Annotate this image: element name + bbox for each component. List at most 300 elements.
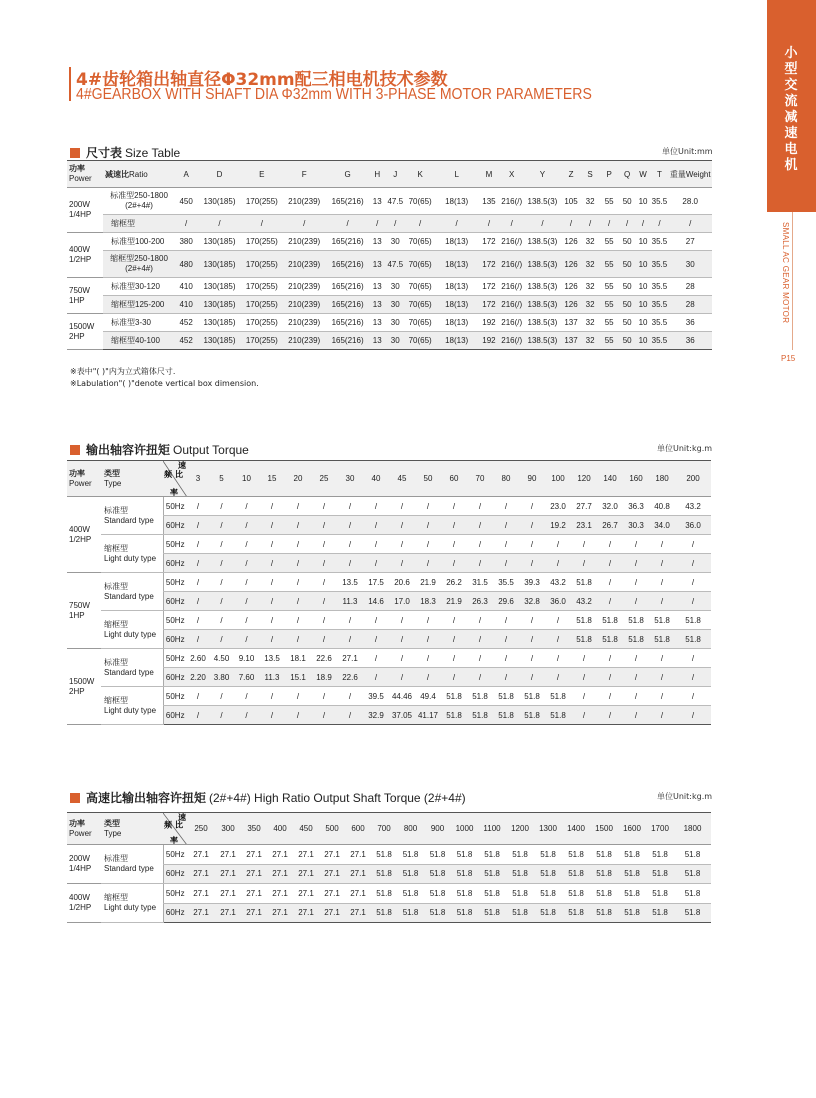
torque-value-cell: / [285, 611, 311, 630]
high-frequency-cell: 50Hz [163, 845, 187, 865]
torque-value-cell: 18.9 [311, 668, 337, 687]
side-category-cn: 小 型 交 流 减 速 电 机 [784, 46, 798, 173]
high-col-header: 1700 [646, 813, 674, 845]
high-type-header [101, 813, 163, 845]
torque-value-cell: 21.9 [415, 573, 441, 592]
torque-speed-frequency-header [163, 461, 187, 497]
size-ratio-header: 减速比Ratio [103, 161, 175, 188]
torque-value-cell: 51.8 [467, 687, 493, 706]
torque-type-cell [101, 535, 163, 573]
size-value-cell: 165(216) [326, 251, 368, 278]
torque-value-cell: 51.8 [571, 573, 597, 592]
size-value-cell: 165(216) [326, 278, 368, 296]
torque-value-cell: / [519, 535, 545, 554]
high-col-header: 900 [424, 813, 451, 845]
high-value-cell: 51.8 [534, 903, 562, 923]
torque-value-cell: / [209, 592, 234, 611]
size-value-cell: 28 [668, 296, 712, 314]
torque-value-cell: / [623, 535, 649, 554]
page-title-cn: 4#齿轮箱出轴直径Φ32mm配三相电机技术参数 [76, 70, 448, 90]
torque-value-cell: 36.0 [675, 516, 711, 535]
side-divider [792, 212, 793, 350]
torque-frequency-cell: 50Hz [163, 497, 187, 516]
size-value-cell: 13 [369, 332, 386, 350]
torque-value-cell: / [187, 573, 209, 592]
torque-value-cell: 22.6 [311, 649, 337, 668]
size-row [67, 314, 712, 332]
size-note-en: ※Labulation"( )"denote vertical box dimension. [70, 379, 259, 388]
torque-value-cell: / [441, 535, 467, 554]
size-ratio-cell: 缩框型125-200 [103, 296, 175, 314]
high-value-cell: 51.8 [646, 884, 674, 904]
size-value-cell: 35.5 [650, 278, 668, 296]
torque-value-cell: / [234, 516, 259, 535]
size-ratio-cell: 标准型30-120 [103, 278, 175, 296]
size-value-cell: 30 [386, 296, 405, 314]
size-value-cell: 130(185) [197, 314, 241, 332]
torque-value-cell: / [285, 497, 311, 516]
size-value-cell: 216(/) [500, 233, 523, 251]
size-value-cell: 135 [478, 188, 500, 215]
size-value-cell: 70(65) [405, 332, 436, 350]
torque-value-cell: / [441, 516, 467, 535]
torque-value-cell: / [285, 687, 311, 706]
type-en: Standard type [104, 591, 154, 601]
torque-value-cell: / [389, 649, 415, 668]
torque-value-cell: / [363, 668, 389, 687]
size-value-cell: 138.5(3) [523, 332, 561, 350]
type-en: Light duty type [104, 903, 157, 912]
size-value-cell: 70(65) [405, 296, 436, 314]
torque-row [67, 535, 711, 554]
torque-value-cell: / [545, 535, 571, 554]
power-cn: 功率 [69, 818, 85, 828]
torque-value-cell: 27.7 [571, 497, 597, 516]
torque-col-header: 140 [597, 461, 623, 497]
size-ratio-cell: 标准型3-30 [103, 314, 175, 332]
torque-value-cell: 13.5 [259, 649, 285, 668]
torque-value-cell: / [545, 630, 571, 649]
torque-value-cell: / [259, 592, 285, 611]
torque-value-cell: / [311, 554, 337, 573]
torque-value-cell: 51.8 [649, 611, 675, 630]
torque-value-cell: / [415, 668, 441, 687]
size-value-cell: 35.5 [650, 332, 668, 350]
high-value-cell: 51.8 [590, 903, 618, 923]
torque-row [67, 630, 711, 649]
size-value-cell: 18(13) [435, 233, 477, 251]
high-value-cell: 27.1 [187, 884, 215, 904]
torque-value-cell: 32.8 [519, 592, 545, 611]
size-value-cell: 210(239) [282, 188, 326, 215]
high-ratio-torque-table [67, 812, 711, 923]
type-en: Standard type [104, 864, 154, 873]
size-value-cell: 410 [175, 278, 197, 296]
size-value-cell: 170(255) [242, 314, 282, 332]
high-power-header [67, 813, 101, 845]
torque-value-cell: / [389, 497, 415, 516]
torque-frequency-cell: 60Hz [163, 706, 187, 725]
torque-col-header: 10 [234, 461, 259, 497]
torque-value-cell: 17.0 [389, 592, 415, 611]
torque-value-cell: / [441, 497, 467, 516]
high-value-cell: 51.8 [397, 884, 424, 904]
size-value-cell: 36 [668, 332, 712, 350]
torque-value-cell: 19.2 [545, 516, 571, 535]
size-value-cell: 32 [581, 233, 600, 251]
section-square-icon [70, 148, 80, 158]
torque-value-cell: / [389, 611, 415, 630]
high-value-cell: 51.8 [478, 884, 506, 904]
size-value-cell: 216(/) [500, 251, 523, 278]
torque-frequency-cell: 50Hz [163, 649, 187, 668]
size-value-cell: 216(/) [500, 296, 523, 314]
size-value-cell: 13 [369, 296, 386, 314]
torque-frequency-cell: 60Hz [163, 668, 187, 687]
torque-row [67, 516, 711, 535]
high-value-cell: 51.8 [646, 903, 674, 923]
torque-value-cell: / [493, 630, 519, 649]
high-row [67, 864, 711, 884]
torque-value-cell: / [234, 687, 259, 706]
size-value-cell: 50 [619, 314, 636, 332]
size-value-cell: 50 [619, 251, 636, 278]
size-value-cell: 170(255) [242, 278, 282, 296]
torque-value-cell: 44.46 [389, 687, 415, 706]
size-row [67, 188, 712, 215]
torque-value-cell: / [493, 668, 519, 687]
size-value-cell: 130(185) [197, 251, 241, 278]
size-value-cell: 35.5 [650, 233, 668, 251]
size-power-cell: 400W 1/2HP [67, 233, 103, 278]
torque-value-cell: / [415, 497, 441, 516]
size-row [67, 296, 712, 314]
high-speed-frequency-header [163, 813, 187, 845]
high-col-header: 250 [187, 813, 215, 845]
torque-value-cell: / [675, 668, 711, 687]
size-row [67, 251, 712, 278]
torque-header-row [67, 461, 711, 497]
torque-value-cell: / [441, 668, 467, 687]
size-value-cell: 70(65) [405, 251, 436, 278]
torque-value-cell: / [675, 687, 711, 706]
high-ratio-heading: 高速比输出轴容许扭矩 (2#+4#) High Ratio Output Shaft Torque (2#+4#) [70, 787, 466, 803]
high-ratio-unit-label: 单位Unit:kg.m [657, 792, 713, 801]
size-value-cell: / [636, 215, 651, 233]
size-value-cell: 138.5(3) [523, 188, 561, 215]
page-title-en: 4#GEARBOX WITH SHAFT DIA Φ32mm WITH 3-PHASE MOTOR PARAMETERS [76, 86, 592, 103]
high-type-cell [101, 845, 163, 884]
torque-col-header: 50 [415, 461, 441, 497]
type-cn: 类型 [104, 468, 120, 478]
high-value-cell: 27.1 [215, 845, 241, 865]
torque-value-cell: / [493, 649, 519, 668]
torque-value-cell: / [545, 554, 571, 573]
torque-value-cell: / [209, 573, 234, 592]
torque-value-cell: 18.1 [285, 649, 311, 668]
size-value-cell: 55 [600, 251, 619, 278]
torque-value-cell: 51.8 [545, 687, 571, 706]
size-value-cell: 410 [175, 296, 197, 314]
high-col-header: 300 [215, 813, 241, 845]
torque-value-cell: / [337, 706, 363, 725]
torque-col-header: 45 [389, 461, 415, 497]
size-value-cell: 50 [619, 296, 636, 314]
size-value-cell: 137 [562, 332, 581, 350]
torque-value-cell: / [389, 668, 415, 687]
diagonal-label-ratio: 比 [175, 820, 183, 830]
size-ratio-cell: 标准型100-200 [103, 233, 175, 251]
type-en: Light duty type [104, 705, 157, 715]
torque-value-cell: / [234, 554, 259, 573]
size-value-cell: 138.5(3) [523, 251, 561, 278]
type-en: Type [104, 478, 122, 488]
size-power-cell: 1500W 2HP [67, 314, 103, 350]
torque-frequency-cell: 60Hz [163, 630, 187, 649]
size-value-cell: 30 [668, 251, 712, 278]
high-frequency-cell: 60Hz [163, 903, 187, 923]
torque-value-cell: 51.8 [597, 611, 623, 630]
torque-value-cell: 35.5 [493, 573, 519, 592]
size-value-cell: 13 [369, 233, 386, 251]
torque-value-cell: 43.2 [545, 573, 571, 592]
high-value-cell: 27.1 [293, 884, 319, 904]
diagonal-label-ratio: 比 [175, 470, 183, 480]
high-value-cell: 51.8 [451, 903, 478, 923]
torque-col-header: 30 [337, 461, 363, 497]
high-row [67, 884, 711, 904]
high-col-header: 450 [293, 813, 319, 845]
torque-value-cell: / [415, 535, 441, 554]
size-value-cell: 165(216) [326, 233, 368, 251]
size-value-cell: / [242, 215, 282, 233]
torque-value-cell: / [209, 687, 234, 706]
torque-row [67, 592, 711, 611]
torque-value-cell: / [209, 535, 234, 554]
high-value-cell: 27.1 [345, 845, 371, 865]
type-cn: 标准型 [104, 657, 128, 667]
high-value-cell: 51.8 [562, 845, 590, 865]
high-col-header: 800 [397, 813, 424, 845]
torque-frequency-cell: 50Hz [163, 535, 187, 554]
size-value-cell: 32 [581, 314, 600, 332]
size-value-cell: 172 [478, 233, 500, 251]
size-value-cell: 216(/) [500, 314, 523, 332]
torque-type-cell [101, 573, 163, 611]
type-en: Light duty type [104, 629, 157, 639]
torque-row [67, 497, 711, 516]
high-value-cell: 51.8 [590, 845, 618, 865]
size-value-cell: 70(65) [405, 233, 436, 251]
size-ratio-cell: 标准型250-1800 (2#+4#) [103, 188, 175, 215]
torque-value-cell: / [675, 535, 711, 554]
torque-value-cell: / [187, 592, 209, 611]
size-value-cell: / [562, 215, 581, 233]
torque-value-cell: 20.6 [389, 573, 415, 592]
type-en: Type [104, 828, 122, 838]
torque-value-cell: / [209, 516, 234, 535]
torque-value-cell: / [311, 535, 337, 554]
torque-value-cell: 43.2 [571, 592, 597, 611]
size-value-cell: 138.5(3) [523, 296, 561, 314]
size-value-cell: 170(255) [242, 332, 282, 350]
size-value-cell: 47.5 [386, 251, 405, 278]
torque-value-cell: / [337, 687, 363, 706]
torque-value-cell: / [187, 516, 209, 535]
torque-value-cell: / [259, 687, 285, 706]
torque-value-cell: / [187, 554, 209, 573]
torque-value-cell: / [389, 516, 415, 535]
high-value-cell: 51.8 [451, 845, 478, 865]
torque-value-cell: / [571, 649, 597, 668]
torque-value-cell: / [649, 649, 675, 668]
torque-value-cell: 37.05 [389, 706, 415, 725]
torque-value-cell: 51.8 [675, 611, 711, 630]
torque-value-cell: / [571, 706, 597, 725]
high-col-header: 600 [345, 813, 371, 845]
size-value-cell: 165(216) [326, 296, 368, 314]
high-value-cell: 51.8 [646, 845, 674, 865]
torque-value-cell: / [597, 668, 623, 687]
torque-value-cell: / [259, 516, 285, 535]
high-value-cell: 51.8 [397, 903, 424, 923]
torque-value-cell: 39.3 [519, 573, 545, 592]
torque-col-header: 5 [209, 461, 234, 497]
type-cn: 缩框型 [104, 543, 128, 553]
torque-value-cell: / [363, 630, 389, 649]
size-value-cell: / [386, 215, 405, 233]
torque-value-cell: 30.3 [623, 516, 649, 535]
size-value-cell: 30 [386, 278, 405, 296]
size-value-cell: 18(13) [435, 296, 477, 314]
high-value-cell: 27.1 [319, 845, 345, 865]
size-table [67, 160, 712, 350]
size-value-cell: 70(65) [405, 188, 436, 215]
torque-value-cell: / [259, 706, 285, 725]
torque-value-cell: / [493, 516, 519, 535]
size-value-cell: 35.5 [650, 296, 668, 314]
torque-type-header [101, 461, 163, 497]
torque-value-cell: 27.1 [337, 649, 363, 668]
size-value-cell: 216(/) [500, 188, 523, 215]
torque-value-cell: / [259, 535, 285, 554]
high-value-cell: 51.8 [590, 884, 618, 904]
size-value-cell: 216(/) [500, 278, 523, 296]
size-value-cell: / [197, 215, 241, 233]
torque-value-cell: 32.9 [363, 706, 389, 725]
torque-value-cell: / [337, 611, 363, 630]
torque-value-cell: / [187, 611, 209, 630]
diagonal-label-speed: 速 [178, 461, 186, 470]
torque-value-cell: / [337, 535, 363, 554]
size-col-header: H [369, 161, 386, 188]
torque-value-cell: / [363, 535, 389, 554]
torque-value-cell: / [493, 611, 519, 630]
torque-value-cell: / [363, 649, 389, 668]
torque-value-cell: 18.3 [415, 592, 441, 611]
size-value-cell: 210(239) [282, 233, 326, 251]
type-cn: 标准型 [104, 581, 128, 591]
torque-value-cell: / [675, 649, 711, 668]
high-value-cell: 51.8 [674, 884, 711, 904]
torque-type-cell [101, 611, 163, 649]
torque-value-cell: / [649, 706, 675, 725]
size-value-cell: 480 [175, 251, 197, 278]
size-col-header: T [650, 161, 668, 188]
torque-value-cell: 51.8 [493, 687, 519, 706]
torque-value-cell: 51.8 [545, 706, 571, 725]
torque-value-cell: 26.3 [467, 592, 493, 611]
torque-value-cell: / [259, 630, 285, 649]
torque-value-cell: / [234, 611, 259, 630]
high-value-cell: 27.1 [241, 864, 267, 884]
torque-value-cell: 29.6 [493, 592, 519, 611]
high-value-cell: 51.8 [506, 864, 534, 884]
size-value-cell: 172 [478, 278, 500, 296]
size-value-cell: 126 [562, 251, 581, 278]
size-value-cell: 18(13) [435, 278, 477, 296]
weight-cn: 重量 [669, 169, 686, 179]
torque-value-cell: 21.9 [441, 592, 467, 611]
size-value-cell: 130(185) [197, 332, 241, 350]
torque-value-cell: / [389, 630, 415, 649]
high-type-cell [101, 884, 163, 923]
torque-value-cell: / [519, 649, 545, 668]
high-value-cell: 27.1 [319, 884, 345, 904]
torque-value-cell: 51.8 [441, 706, 467, 725]
torque-value-cell: / [187, 687, 209, 706]
torque-value-cell: / [571, 554, 597, 573]
size-value-cell: 10 [636, 233, 651, 251]
torque-value-cell: / [363, 611, 389, 630]
size-value-cell: 32 [581, 278, 600, 296]
torque-value-cell: / [545, 611, 571, 630]
high-value-cell: 27.1 [345, 884, 371, 904]
torque-power-cell: 400W 1/2HP [67, 497, 101, 573]
torque-value-cell: / [649, 592, 675, 611]
size-value-cell: 27 [668, 233, 712, 251]
torque-value-cell: / [467, 668, 493, 687]
diagonal-label-freq: 频 [164, 820, 172, 830]
torque-value-cell: 32.0 [597, 497, 623, 516]
size-col-header: Q [619, 161, 636, 188]
torque-col-header: 70 [467, 461, 493, 497]
diagonal-label-rate: 率 [170, 836, 178, 845]
size-value-cell: / [478, 215, 500, 233]
size-value-cell: 126 [562, 296, 581, 314]
torque-value-cell: / [623, 706, 649, 725]
torque-value-cell: / [337, 516, 363, 535]
torque-value-cell: 2.60 [187, 649, 209, 668]
torque-row [67, 611, 711, 630]
torque-col-header: 200 [675, 461, 711, 497]
torque-value-cell: / [649, 668, 675, 687]
size-note-cn: ※表中"( )"内为立式箱体尺寸. [70, 367, 176, 376]
size-value-cell: / [435, 215, 477, 233]
torque-value-cell: / [519, 630, 545, 649]
size-value-cell: 13 [369, 278, 386, 296]
torque-value-cell: / [209, 611, 234, 630]
high-value-cell: 27.1 [215, 884, 241, 904]
size-col-header: Z [562, 161, 581, 188]
size-value-cell: 55 [600, 332, 619, 350]
torque-value-cell: 14.6 [363, 592, 389, 611]
torque-value-cell: / [363, 497, 389, 516]
torque-value-cell: / [441, 630, 467, 649]
torque-value-cell: / [675, 706, 711, 725]
torque-value-cell: / [234, 573, 259, 592]
torque-value-cell: / [519, 611, 545, 630]
